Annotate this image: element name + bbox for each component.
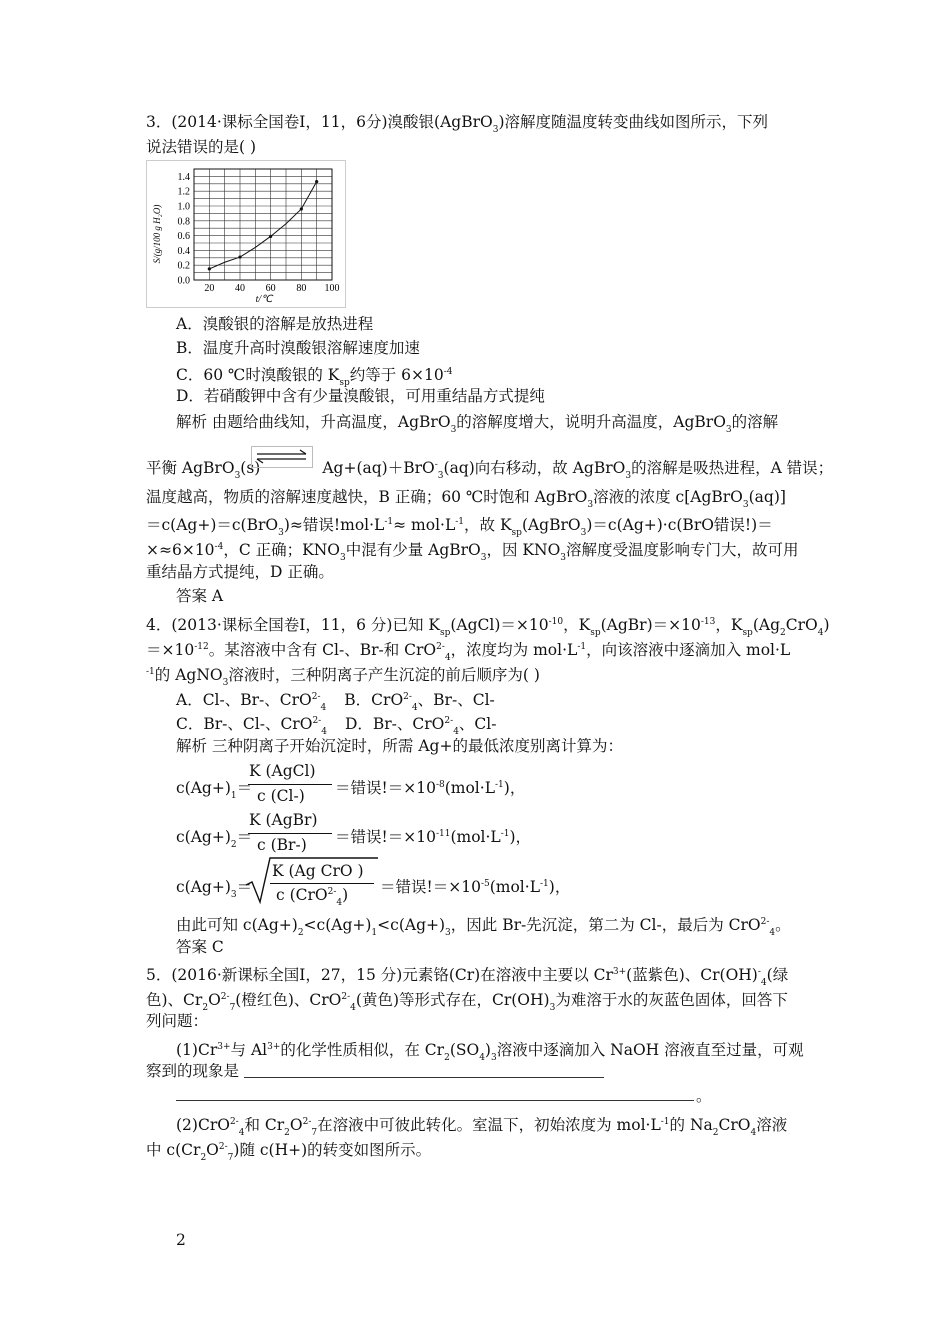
x-tick-label: 20 bbox=[204, 283, 215, 294]
y-tick-label: 1.4 bbox=[177, 171, 190, 183]
formula3-numerator: K (Ag CrO ) bbox=[272, 862, 364, 880]
formula1-numerator: K (AgCl) bbox=[249, 762, 316, 780]
formula1-left: $c(Ag+)_1=$ bbox=[176, 779, 253, 801]
q3-analysis-line1: 解析 由题给曲线知，升高温度，AgBrO$_3$的溶解度增大，说明升高温度，AgBrO$_3$的溶解 bbox=[176, 413, 779, 435]
answer-blank-2[interactable] bbox=[176, 1100, 694, 1101]
solubility-chart bbox=[146, 160, 346, 308]
y-tick-label: 0.2 bbox=[177, 260, 190, 272]
q5-stem-line3: 列问题： bbox=[146, 1012, 209, 1030]
q5-part1-line2: 察到的现象是 bbox=[146, 1062, 240, 1080]
q4-stem-line2: $=\times 10^{-12}$。某溶液中含有 Cl-、Br-和 CrO$^{2-}_4$，浓度均为 $mol\cdot L^{-1}$，向该溶液中逐滴加入 mol·L bbox=[146, 641, 791, 663]
q4-answer: 答案 C bbox=[176, 938, 224, 956]
q3-analysis-line2: 平衡 AgBrO$_3$(s) Ag+(aq)＋BrO-$_3$(aq)向右移动，故 AgBrO$_3$的溶解是吸热进程，A 错误； bbox=[146, 459, 834, 481]
y-tick-label: 0.4 bbox=[177, 245, 190, 257]
x-tick-label: 100 bbox=[324, 283, 340, 294]
q3-option-b: B．温度升高时溴酸银溶解速度加速 bbox=[176, 339, 420, 357]
q3-analysis-line3: 温度越高，物质的溶解速度越快，B 正确；60 ℃时饱和 AgBrO$_3$溶液的浓度 c[AgBrO$_3$(aq)] bbox=[146, 488, 786, 510]
q3-option-c: C．60 ℃时溴酸银的 $K_{sp}$约等于 $6\times 10^{-4}$ bbox=[176, 366, 453, 388]
formula3-right: ＝错误$!=\times 10^{-5}(mol\cdot L^{-1})$， bbox=[380, 878, 571, 896]
q3-analysis-line5: $\times\approx 6\times 10^{-4}$，C 正确；$KNO_3$中混有少量 AgBrO$_3$，因 $KNO_3$溶解度受温度影响专门大，故可用 bbox=[146, 541, 799, 563]
formula1-fraction-bar bbox=[248, 784, 332, 785]
formula1-denominator: c (Cl-) bbox=[257, 787, 305, 805]
y-tick-label: 0.6 bbox=[177, 231, 190, 243]
formula2-numerator: K (AgBr) bbox=[249, 811, 318, 829]
q3-option-a: A．溴酸银的溶解是放热进程 bbox=[176, 315, 374, 333]
q3-stem-line1: 3．(2014·课标全国卷Ⅰ，11，6分)溴酸银(AgBrO$_3$)溶解度随温度转变曲线如图所示，下列 bbox=[146, 113, 769, 135]
formula3-fraction-bar bbox=[270, 883, 374, 884]
y-tick-label: 1.0 bbox=[177, 201, 190, 213]
formula2-right: ＝错误$!=\times 10^{-11}(mol\cdot L^{-1})$， bbox=[335, 828, 532, 846]
q4-options-ab: A．Cl-、Br-、CrO$^{2-}_4$ B．CrO$^{2-}_4$、Br-、Cl- bbox=[176, 691, 495, 713]
formula3-denominator: c (CrO$^{2-}_4$) bbox=[276, 886, 349, 908]
q4-options-cd: C．Br-、Cl-、CrO$^{2-}_4$ D．Br-、CrO$^{2-}_4$、Cl- bbox=[176, 715, 497, 737]
q4-analysis-intro: 解析 三种阴离子开始沉淀时，所需 Ag+的最低浓度别离计算为： bbox=[176, 737, 623, 755]
q3-answer: 答案 A bbox=[176, 587, 224, 605]
equilibrium-arrow-icon bbox=[251, 446, 313, 468]
formula2-denominator: c (Br-) bbox=[257, 836, 307, 854]
formula2-left: $c(Ag+)_2=$ bbox=[176, 828, 253, 850]
data-point bbox=[208, 267, 211, 270]
q5-part2-line1: (2)CrO$^{2-}_4$和 $Cr_2O^{2-}_7$在溶液中可彼此转化。室温下，初始浓度为 $mol\cdot L^{-1}$的 $Na_2CrO_4$溶液 bbox=[176, 1116, 788, 1138]
q3-stem-line2: 说法错误的是( ) bbox=[146, 138, 257, 156]
x-tick-label: 80 bbox=[296, 283, 307, 294]
q3-option-d: D．若硝酸钾中含有少量溴酸银，可用重结晶方式提纯 bbox=[176, 387, 545, 405]
q5-stem-line2: 色)、$Cr_2O^{2-}_7$(橙红色)、CrO$^{2-}_4$(黄色)等形式存在，$Cr(OH)_3$为难溶于水的灰蓝色固体，回答下 bbox=[146, 991, 788, 1013]
y-tick-label: 0.8 bbox=[177, 216, 190, 228]
x-tick-label: 40 bbox=[235, 283, 245, 294]
q4-stem-line3: $^{-1}$的 AgNO$_3$溶液时，三种阴离子产生沉淀的前后顺序为( ) bbox=[146, 666, 540, 688]
q5-part1-period: 。 bbox=[696, 1087, 712, 1105]
formula2-fraction-bar bbox=[248, 833, 332, 834]
q3-analysis-line4: ＝c(Ag+)＝c(BrO$_3$)≈错误$!mol\cdot L^{-1}\approx mol\cdot L^{-1}$，故 $K_{sp}(AgBrO_3)=c(Ag+)\cdot c(BrO$错误!)＝ bbox=[146, 516, 773, 538]
answer-blank-1[interactable] bbox=[244, 1077, 604, 1078]
data-point bbox=[300, 207, 303, 210]
data-point bbox=[238, 255, 241, 258]
x-tick-label: 60 bbox=[265, 283, 276, 294]
page-number: 2 bbox=[176, 1231, 186, 1249]
formula1-right: ＝错误$!=\times 10^{-8}(mol\cdot L^{-1})$， bbox=[335, 779, 526, 797]
data-point bbox=[269, 235, 272, 238]
y-tick-label: 0.0 bbox=[177, 275, 190, 287]
y-axis-label: S/(g/100 g H₂O) bbox=[152, 204, 162, 264]
formula3-left: $c(Ag+)_3=$ bbox=[176, 878, 253, 900]
q4-stem-line1: 4．(2013·课标全国卷Ⅰ，11，6 分)已知 $K_{sp}(AgCl)=\times 10^{-10}$，$K_{sp}(AgBr)=\times 10^{-13}$，$K_{sp}(Ag_2CrO_4)$ bbox=[146, 616, 830, 638]
q3-analysis-line6: 重结晶方式提纯，D 正确。 bbox=[146, 563, 334, 581]
q5-part2-line2: 中 $c(Cr_2O^{2-}_7)$随 c(H+)的转变如图所示。 bbox=[146, 1141, 432, 1163]
q5-stem-line1: 5．(2016·新课标全国Ⅰ，27，15 分)元素铬(Cr)在溶液中主要以 $Cr^{3+}$(蓝紫色)、$Cr(OH)^-_4$(绿 bbox=[146, 966, 789, 988]
x-axis-label: t/℃ bbox=[255, 294, 273, 305]
q4-conclusion: 由此可知 $c(Ag+)_2<c(Ag+)_1<c(Ag+)_3$，因此 Br-先沉淀，第二为 Cl-，最后为 CrO$^{2-}_4$。 bbox=[176, 916, 791, 938]
q5-part1-line1: $(1)Cr^{3+}$与 $Al^{3+}$的化学性质相似，在 $Cr_2(SO_4)_3$溶液中逐滴加入 NaOH 溶液直至过量，可观 bbox=[176, 1041, 804, 1063]
y-tick-label: 1.2 bbox=[177, 186, 190, 198]
data-point bbox=[315, 180, 318, 183]
